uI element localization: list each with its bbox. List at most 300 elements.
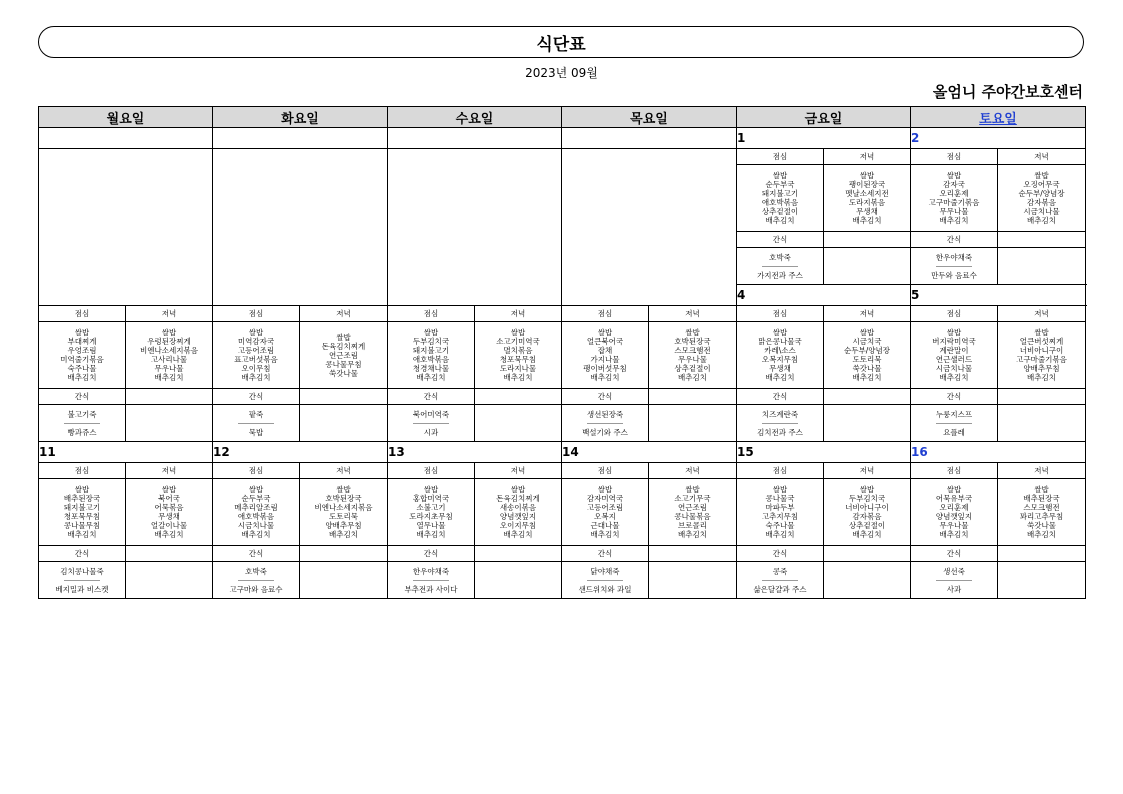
snack-item: 한우야채죽	[935, 252, 973, 262]
snack-divider	[64, 580, 100, 581]
menu-item: 도라지볶음	[848, 198, 886, 207]
lunch-header: 점심	[39, 306, 126, 322]
empty-cell	[300, 389, 388, 405]
menu-item: 도토리묵	[852, 355, 882, 364]
dinner-header: 저녁	[824, 463, 911, 479]
menu-item: 고구마줄기볶음	[928, 198, 980, 207]
menu-item: 소고기무국	[674, 494, 711, 503]
menu-item: 고추지무침	[761, 512, 799, 521]
menu-item: 고등어조림	[237, 346, 275, 355]
page-title: 식단표	[536, 34, 586, 55]
empty-day-cell	[39, 149, 213, 306]
menu-item: 연근조림	[329, 350, 358, 360]
snack-item: 만두와 음료수	[931, 270, 977, 280]
empty-date-cell	[388, 128, 562, 149]
date-number-saturday: 2	[911, 128, 1086, 149]
dinner-menu	[475, 322, 562, 389]
menu-item: 쌀밥	[685, 328, 700, 337]
empty-cell	[126, 546, 213, 562]
menu-item: 표고버섯볶음	[234, 355, 278, 364]
menu-item: 호박된장국	[674, 337, 711, 346]
menu-item: 쌀밥	[772, 328, 788, 337]
menu-item: 소불고기	[416, 503, 446, 512]
date-number: 4	[737, 285, 911, 306]
menu-item: 배추김치	[590, 373, 620, 382]
dinner-header: 저녁	[998, 306, 1086, 322]
empty-cell	[824, 405, 911, 442]
meal-calendar	[38, 106, 1086, 599]
menu-item: 시금치나물	[237, 521, 275, 530]
lunch-header: 점심	[911, 306, 998, 322]
empty-cell	[300, 405, 388, 442]
menu-item: 연근조림	[678, 503, 707, 512]
snack-header: 간식	[213, 389, 300, 405]
snack-menu	[388, 562, 475, 599]
menu-item: 양배추무침	[325, 521, 362, 530]
snack-divider	[238, 423, 274, 424]
menu-item: 시금치나물	[1023, 207, 1060, 216]
menu-item: 쑥갓나물	[1027, 521, 1056, 530]
empty-cell	[824, 248, 911, 285]
date-number: 1	[737, 128, 911, 149]
snack-divider	[413, 580, 449, 581]
snack-header: 간식	[388, 546, 475, 562]
snack-item: 불고기죽	[67, 409, 97, 419]
menu-item: 쌀밥	[74, 485, 90, 494]
snack-menu	[39, 405, 126, 442]
menu-item: 청포묵무침	[63, 512, 101, 521]
menu-item: 쌀밥	[685, 485, 700, 494]
menu-item: 쌀밥	[336, 332, 351, 342]
snack-header: 간식	[737, 546, 824, 562]
lunch-menu	[213, 479, 300, 546]
lunch-header: 점심	[562, 463, 649, 479]
menu-item: 쌀밥	[161, 485, 177, 494]
snack-header: 간식	[737, 232, 824, 248]
menu-item: 배추김치	[416, 530, 446, 539]
dinner-menu	[300, 322, 388, 389]
snack-menu	[911, 248, 998, 285]
empty-cell	[649, 562, 737, 599]
menu-item: 감자미역국	[586, 494, 624, 503]
dinner-header: 저녁	[824, 149, 911, 165]
snack-header: 간식	[911, 389, 998, 405]
menu-item: 잡채	[597, 346, 613, 355]
menu-item: 쌀밥	[248, 485, 264, 494]
snack-item: 생선죽	[943, 566, 965, 576]
menu-item: 무생채	[856, 207, 878, 216]
menu-item: 쑥갓나물	[329, 368, 358, 378]
lunch-menu	[737, 322, 824, 389]
dinner-header: 저녁	[300, 306, 388, 322]
menu-item: 너비아니구이	[845, 503, 889, 512]
menu-item: 쌀밥	[772, 485, 788, 494]
menu-item: 비엔나소세지볶음	[140, 346, 198, 355]
snack-header: 간식	[39, 546, 126, 562]
lunch-menu	[39, 322, 126, 389]
empty-cell	[475, 546, 562, 562]
snack-header: 간식	[562, 546, 649, 562]
menu-item: 고구마줄기볶음	[1016, 355, 1067, 364]
menu-item: 계란말이	[939, 346, 969, 355]
snack-item: 팥죽	[248, 409, 264, 419]
menu-item: 쌀밥	[772, 171, 788, 180]
menu-item: 쌀밥	[597, 485, 613, 494]
menu-item: 애호박볶음	[237, 512, 275, 521]
menu-item: 미역감자국	[237, 337, 275, 346]
snack-item: 김치전과 주스	[757, 427, 803, 437]
menu-item: 감자볶음	[1027, 198, 1056, 207]
dinner-menu	[300, 479, 388, 546]
menu-item: 배추김치	[765, 216, 795, 225]
menu-item: 스모크햄전	[674, 346, 711, 355]
snack-item: 북어미역죽	[412, 409, 450, 419]
calendar-body	[39, 128, 1086, 599]
menu-item: 쌀밥	[74, 328, 90, 337]
snack-menu	[737, 562, 824, 599]
menu-item: 청경채나물	[412, 364, 450, 373]
menu-item: 상추겉절이	[674, 364, 711, 373]
menu-item: 숙주나물	[765, 521, 795, 530]
empty-cell	[475, 389, 562, 405]
menu-item: 콩나물무침	[63, 521, 101, 530]
menu-item: 배추김치	[765, 373, 795, 382]
empty-day-cell	[213, 149, 388, 306]
snack-menu	[911, 405, 998, 442]
date-number: 15	[737, 442, 911, 463]
snack-item: 베지밀과 비스켓	[55, 584, 109, 594]
menu-item: 양배추무침	[1023, 364, 1060, 373]
empty-cell	[649, 405, 737, 442]
lunch-menu	[213, 322, 300, 389]
snack-divider	[587, 423, 623, 424]
dinner-header: 저녁	[998, 149, 1086, 165]
snack-header: 간식	[388, 389, 475, 405]
date-number: 5	[911, 285, 1086, 306]
menu-item: 근대나물	[590, 521, 620, 530]
menu-item: 쌀밥	[248, 328, 264, 337]
menu-item: 배추김치	[939, 530, 969, 539]
lunch-header: 점심	[213, 306, 300, 322]
menu-item: 콩나물볶음	[674, 512, 711, 521]
menu-item: 쌀밥	[510, 328, 526, 337]
snack-item: 김치콩나물죽	[60, 566, 104, 576]
menu-item: 배추김치	[503, 530, 533, 539]
dinner-menu	[998, 322, 1086, 389]
menu-item: 호박된장국	[325, 494, 362, 503]
menu-item: 쌀밥	[1034, 328, 1049, 337]
menu-item: 애호박볶음	[412, 355, 450, 364]
snack-menu	[737, 405, 824, 442]
day-header-thu: 목요일	[562, 107, 737, 128]
empty-cell	[126, 405, 213, 442]
snack-item: 시과	[423, 427, 439, 437]
dinner-header: 저녁	[126, 306, 213, 322]
empty-cell	[126, 562, 213, 599]
date-number: 14	[562, 442, 737, 463]
menu-item: 새송이볶음	[499, 503, 537, 512]
empty-cell	[824, 546, 911, 562]
lunch-menu	[737, 479, 824, 546]
menu-item: 브로콜리	[678, 521, 707, 530]
dinner-header: 저녁	[126, 463, 213, 479]
dinner-menu	[126, 479, 213, 546]
lunch-header: 점심	[737, 306, 824, 322]
menu-item: 배추김치	[852, 373, 882, 382]
menu-item: 스모크햄전	[1023, 503, 1060, 512]
snack-divider	[587, 580, 623, 581]
snack-item: 누룽지스프	[935, 409, 973, 419]
lunch-header: 점심	[911, 149, 998, 165]
dinner-menu	[824, 165, 911, 232]
lunch-header: 점심	[737, 463, 824, 479]
snack-item: 닭야채죽	[590, 566, 620, 576]
menu-item: 카레\소스	[764, 346, 796, 355]
dinner-menu	[998, 479, 1086, 546]
menu-item: 감자국	[943, 180, 965, 189]
date-number: 11	[39, 442, 213, 463]
day-header-sat[interactable]: 토요일	[911, 107, 1086, 128]
empty-cell	[998, 389, 1086, 405]
dinner-header: 저녁	[649, 463, 737, 479]
snack-menu	[562, 562, 649, 599]
lunch-menu	[39, 479, 126, 546]
menu-item: 콩나물무침	[325, 359, 362, 369]
menu-item: 꽈리고추무침	[1019, 512, 1064, 521]
menu-item: 무우나물	[939, 521, 969, 530]
snack-menu	[213, 562, 300, 599]
menu-item: 돼지불고기	[63, 503, 101, 512]
empty-cell	[126, 389, 213, 405]
empty-cell	[649, 546, 737, 562]
snack-item: 묵밥	[248, 427, 264, 437]
lunch-header: 점심	[911, 463, 998, 479]
lunch-header: 점심	[562, 306, 649, 322]
menu-item: 쌀밥	[859, 485, 875, 494]
menu-item: 배추김치	[154, 530, 184, 539]
menu-item: 돈육김치찌게	[496, 494, 540, 503]
empty-cell	[998, 405, 1086, 442]
empty-cell	[475, 405, 562, 442]
menu-item: 배추김치	[67, 373, 97, 382]
menu-item: 배추김치	[1027, 216, 1056, 225]
menu-item: 멸치볶음	[503, 346, 533, 355]
menu-item: 배추김치	[503, 373, 533, 382]
snack-header: 간식	[737, 389, 824, 405]
date-number-saturday: 16	[911, 442, 1086, 463]
menu-item: 순두부국	[765, 180, 795, 189]
snack-menu	[213, 405, 300, 442]
lunch-menu	[388, 479, 475, 546]
menu-item: 도라지초무침	[409, 512, 453, 521]
empty-cell	[998, 248, 1086, 285]
menu-item: 상추겉절이	[761, 207, 799, 216]
menu-item: 시금치국	[852, 337, 882, 346]
empty-cell	[475, 562, 562, 599]
empty-cell	[824, 389, 911, 405]
menu-item: 돈육김치찌게	[321, 341, 366, 351]
menu-item: 배추김치	[1027, 530, 1056, 539]
lunch-menu	[911, 479, 998, 546]
snack-item: 요플레	[943, 427, 965, 437]
empty-cell	[998, 232, 1086, 248]
empty-cell	[998, 562, 1086, 599]
menu-item: 감자볶음	[852, 512, 882, 521]
menu-item: 북어국	[158, 494, 180, 503]
menu-item: 시금치나물	[935, 364, 973, 373]
date-number: 12	[213, 442, 388, 463]
menu-item: 배추김치	[678, 373, 707, 382]
snack-header: 간식	[911, 232, 998, 248]
dinner-menu	[126, 322, 213, 389]
menu-item: 배추김치	[678, 530, 707, 539]
menu-item: 쌀밥	[1034, 485, 1049, 494]
lunch-menu	[737, 165, 824, 232]
day-header-wed: 수요일	[388, 107, 562, 128]
menu-item: 배추김치	[241, 530, 271, 539]
menu-item: 너비아니구이	[1019, 346, 1064, 355]
menu-item: 배추김치	[67, 530, 97, 539]
day-header-tue: 화요일	[213, 107, 388, 128]
snack-divider	[936, 266, 972, 267]
dinner-header: 저녁	[475, 463, 562, 479]
menu-item: 양념깻잎지	[935, 512, 973, 521]
menu-item: 두부김치국	[412, 337, 450, 346]
snack-item: 치즈계란죽	[761, 409, 799, 419]
dinner-header: 저녁	[300, 463, 388, 479]
snack-item: 한우야채죽	[412, 566, 450, 576]
snack-menu	[911, 562, 998, 599]
dinner-menu	[649, 322, 737, 389]
snack-menu	[39, 562, 126, 599]
title-box	[38, 26, 1084, 58]
menu-item: 쌀밥	[336, 485, 351, 494]
menu-item: 배추김치	[852, 530, 882, 539]
menu-item: 우엉조림	[67, 346, 97, 355]
empty-date-cell	[562, 128, 737, 149]
menu-item: 돼지불고기	[412, 346, 450, 355]
dinner-menu	[649, 479, 737, 546]
lunch-header: 점심	[213, 463, 300, 479]
menu-item: 무우나물	[678, 355, 707, 364]
dinner-menu	[475, 479, 562, 546]
empty-cell	[998, 546, 1086, 562]
lunch-menu	[562, 322, 649, 389]
day-header-mon: 월요일	[39, 107, 213, 128]
menu-item: 쌀밥	[423, 328, 439, 337]
dinner-menu	[824, 322, 911, 389]
menu-item: 배추된장국	[1023, 494, 1060, 503]
snack-item: 샌드위치와 과일	[578, 584, 632, 594]
menu-item: 오징어무국	[1023, 180, 1060, 189]
menu-item: 고사리나물	[150, 355, 188, 364]
menu-item: 쑥갓나물	[852, 364, 882, 373]
empty-date-cell	[213, 128, 388, 149]
dinner-header: 저녁	[649, 306, 737, 322]
snack-menu	[388, 405, 475, 442]
snack-item: 빵과쥬스	[67, 427, 97, 437]
snack-item: 콩죽	[772, 566, 788, 576]
snack-divider	[413, 423, 449, 424]
menu-item: 메추리알조림	[234, 503, 278, 512]
menu-item: 고등어조림	[586, 503, 624, 512]
period-label: 2023년 09월	[525, 66, 598, 80]
menu-item: 마파두부	[765, 503, 795, 512]
snack-item: 가지전과 주스	[757, 270, 803, 280]
empty-cell	[824, 562, 911, 599]
snack-item: 호박죽	[769, 252, 791, 262]
snack-menu	[737, 248, 824, 285]
menu-item: 배추김치	[1027, 373, 1056, 382]
menu-item: 무생채	[158, 512, 180, 521]
snack-divider	[762, 266, 798, 267]
lunch-header: 점심	[39, 463, 126, 479]
menu-item: 얼갈이나물	[150, 521, 188, 530]
menu-item: 돼지불고기	[761, 189, 799, 198]
menu-item: 미역줄기볶음	[60, 355, 104, 364]
menu-item: 오복지	[594, 512, 616, 521]
menu-item: 홍합미역국	[412, 494, 450, 503]
menu-item: 두부김치국	[848, 494, 886, 503]
menu-item: 배추김치	[590, 530, 620, 539]
date-number: 13	[388, 442, 562, 463]
snack-divider	[238, 580, 274, 581]
menu-item: 무무나물	[939, 207, 969, 216]
empty-cell	[649, 389, 737, 405]
menu-item: 쌀밥	[859, 171, 875, 180]
menu-item: 쌀밥	[946, 171, 962, 180]
menu-item: 연근샐러드	[935, 355, 973, 364]
menu-item: 순두부/양념장	[1018, 189, 1065, 198]
snack-item: 고구마와 음료수	[229, 584, 283, 594]
lunch-menu	[911, 165, 998, 232]
menu-item: 오이지무침	[499, 521, 537, 530]
menu-item: 비엔나소세지볶음	[314, 503, 373, 512]
menu-item: 열무나물	[416, 521, 446, 530]
menu-item: 어묵유부국	[935, 494, 973, 503]
menu-item: 버지락미역국	[932, 337, 976, 346]
menu-item: 양념깻잎지	[499, 512, 537, 521]
menu-item: 오복지무침	[761, 355, 799, 364]
menu-item: 우렁된장찌게	[147, 337, 191, 346]
menu-item: 어묵볶음	[154, 503, 184, 512]
menu-item: 배추김치	[154, 373, 184, 382]
snack-header: 간식	[39, 389, 126, 405]
empty-cell	[824, 232, 911, 248]
menu-item: 배추김치	[329, 530, 358, 539]
menu-item: 애호박볶음	[761, 198, 799, 207]
lunch-header: 점심	[388, 306, 475, 322]
empty-date-cell	[39, 128, 213, 149]
lunch-menu	[562, 479, 649, 546]
menu-item: 오리훈제	[939, 189, 969, 198]
menu-item: 쌀밥	[1034, 171, 1049, 180]
dinner-header: 저녁	[998, 463, 1086, 479]
day-header-fri: 금요일	[737, 107, 911, 128]
dinner-header: 저녁	[824, 306, 911, 322]
snack-divider	[762, 580, 798, 581]
snack-item: 백설기와 주스	[582, 427, 628, 437]
menu-item: 부대찌게	[67, 337, 97, 346]
menu-item: 상추겉절이	[848, 521, 886, 530]
menu-item: 팽이된장국	[848, 180, 886, 189]
snack-divider	[762, 423, 798, 424]
menu-item: 순두부/양념장	[844, 346, 890, 355]
snack-item: 삶은달걀과 주스	[753, 584, 807, 594]
snack-item: 생선된장죽	[586, 409, 624, 419]
snack-header: 간식	[911, 546, 998, 562]
snack-divider	[936, 580, 972, 581]
